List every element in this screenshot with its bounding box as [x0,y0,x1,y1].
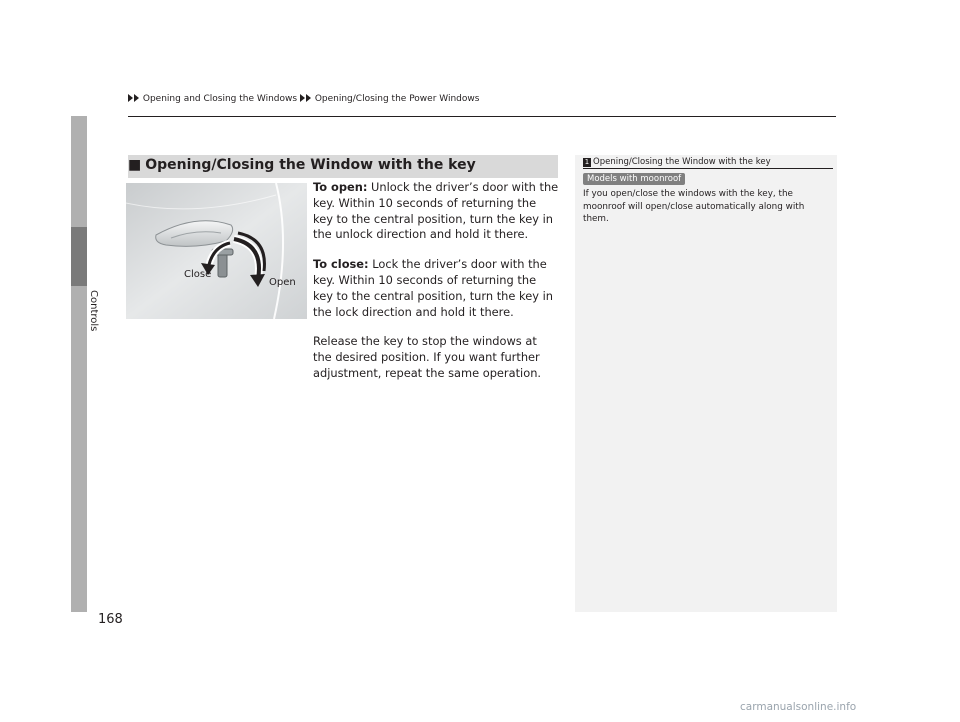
note-rule [583,168,833,169]
header-rule [128,116,836,117]
close-paragraph [313,257,559,320]
page-number: 168 [98,612,123,627]
open-text: Unlock the driver’s door with the key. Within 10 seconds of returning the key to the central position, turn the key in the unlock direction and hold it there. [313,180,559,242]
note-heading [583,157,771,167]
close-label: Close [184,269,212,280]
breadcrumb-arrow-icon [134,94,139,102]
chapter-tab-strip [71,116,87,612]
chapter-tab-active[interactable] [71,227,87,286]
chapter-label: Controls [88,290,99,332]
breadcrumb-arrow-icon [128,94,133,102]
breadcrumb-item[interactable]: Opening/Closing the Power Windows [314,94,480,104]
breadcrumb-arrow-icon [306,94,311,102]
open-paragraph [313,180,559,243]
model-badge: Models with moonroof [583,173,685,185]
breadcrumb-arrow-icon [300,94,305,102]
breadcrumb-item[interactable]: Opening and Closing the Windows [142,94,298,104]
body-text [313,180,559,396]
square-bullet-icon: ■ [128,157,142,173]
section-title [128,157,476,173]
note-heading-text[interactable]: Opening/Closing the Window with the key [593,157,771,167]
note-text: If you open/close the windows with the key, the moonroof will open/close automatically along with them. [583,189,805,224]
release-paragraph: Release the key to stop the windows at the desired position. If you want further adjustment, repeat the same operation. [313,334,542,380]
close-lead: To close: [313,257,369,272]
note-number: 1 [584,158,590,166]
breadcrumb [128,94,479,104]
close-text: Lock the driver’s door with the key. Within 10 seconds of returning the key to the central position, turn the key in the lock direction and hold it there. [313,257,553,319]
door-key-illustration [126,183,307,319]
section-title-text: Opening/Closing the Window with the key [145,157,476,173]
open-lead: To open: [313,180,368,194]
open-label: Open [269,277,296,288]
watermark[interactable]: carmanualsonline.info [740,701,857,713]
